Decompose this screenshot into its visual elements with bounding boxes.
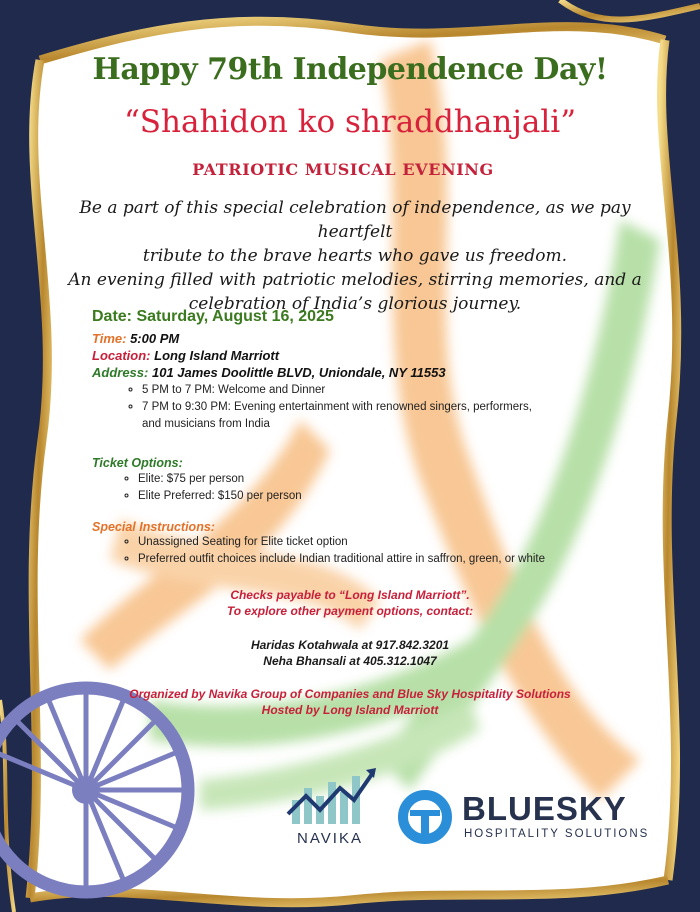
contact-line: Neha Bhansali at 405.312.1047 [263, 654, 437, 668]
time-label: Time: [92, 331, 127, 346]
payment-info [0, 587, 700, 619]
list-item: ◦ Elite Preferred: $150 per person [138, 488, 558, 505]
organizer-line: Hosted by Long Island Marriott [261, 703, 439, 717]
list-item: ◦ Preferred outfit choices include Indian traditional attire in saffron, green, or white [138, 551, 658, 568]
location-value: Long Island Marriott [154, 348, 280, 363]
bluesky-logo-subtext: HOSPITALITY SOLUTIONS [464, 828, 650, 840]
intro-line: celebration of India’s glorious journey. [188, 294, 522, 314]
event-subtitle: “Shahidon ko shraddhanjali” [123, 104, 577, 140]
navika-logo-icon [286, 766, 378, 826]
bluesky-logo-text: BLUESKY [462, 790, 627, 827]
list-item: ◦ Unassigned Seating for Elite ticket option [138, 534, 658, 551]
special-instructions-heading: Special Instructions: [92, 520, 215, 534]
event-address [92, 365, 446, 380]
payment-line: To explore other payment options, contact: [226, 604, 474, 618]
time-value: 5:00 PM [130, 331, 180, 346]
list-item: and musicians from India [142, 418, 270, 430]
event-location [92, 348, 279, 363]
navika-logo-text: NAVIKA [297, 830, 363, 847]
ticket-options-heading: Ticket Options: [92, 456, 183, 470]
intro-line: An evening filled with patriotic melodies, stirring memories, and a [68, 270, 642, 290]
location-label: Location: [92, 348, 151, 363]
intro-text [60, 196, 650, 316]
page-title: Happy 79th Independence Day! [92, 52, 608, 87]
contact-info [0, 637, 700, 669]
list-item: ◦ 7 PM to 9:30 PM: Evening entertainment with renowned singers, performers, [142, 399, 662, 416]
schedule-list [118, 382, 662, 433]
event-time [92, 331, 179, 346]
organizers-info [0, 686, 700, 718]
section-heading: PATRIOTIC MUSICAL EVENING [192, 160, 494, 179]
special-instructions-list [114, 534, 658, 568]
list-item: ◦ Elite: $75 per person [138, 471, 558, 488]
address-value: 101 James Doolittle BLVD, Uniondale, NY 11553 [151, 365, 446, 380]
bluesky-logo-icon [396, 788, 454, 846]
address-label: Address: [92, 365, 149, 380]
event-date: Date: Saturday, August 16, 2025 [92, 308, 334, 325]
list-item: ◦ 5 PM to 7 PM: Welcome and Dinner [142, 382, 662, 399]
intro-line: tribute to the brave hearts who gave us freedom. [142, 246, 568, 266]
contact-line: Haridas Kotahwala at 917.842.3201 [250, 638, 450, 652]
organizer-line: Organized by Navika Group of Companies and Blue Sky Hospitality Solutions [129, 687, 571, 701]
ticket-options-list [114, 471, 558, 505]
payment-line: Checks payable to “Long Island Marriott”. [230, 588, 470, 602]
intro-line: Be a part of this special celebration of independence, as we pay heartfelt [79, 198, 631, 242]
